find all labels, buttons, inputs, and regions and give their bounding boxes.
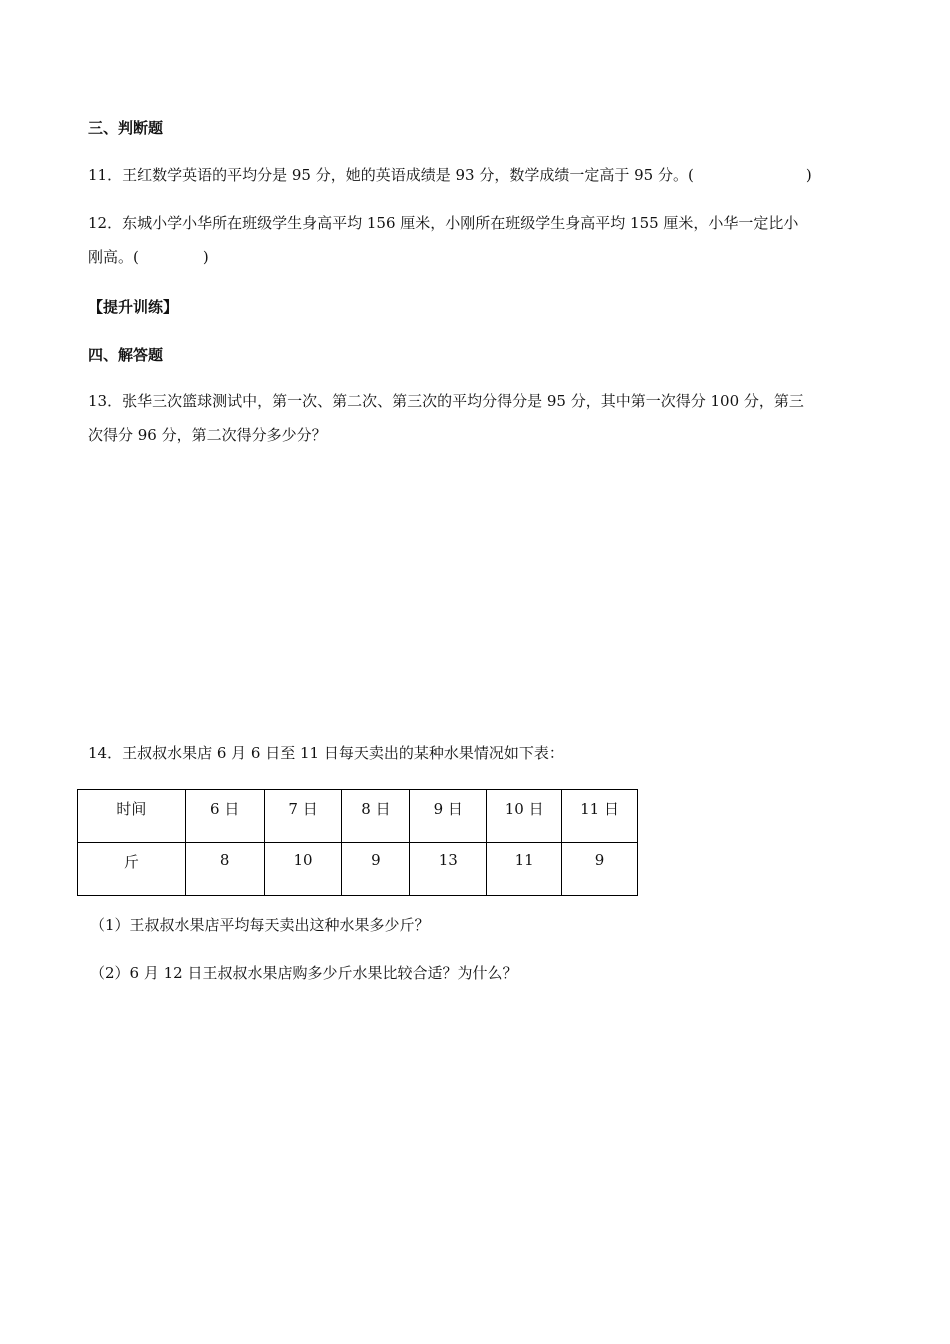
table-cell: 8 xyxy=(185,843,264,896)
table-cell: 11 xyxy=(487,843,562,896)
question-13-line1: 13．张华三次篮球测试中，第一次、第二次、第三次的平均分得分是 95 分，其中第一次得分 100 分，第三 xyxy=(88,392,804,410)
table-cell: 8 日 xyxy=(342,790,410,843)
table-cell: 13 xyxy=(410,843,487,896)
question-13-line2: 次得分 96 分，第二次得分多少分？ xyxy=(88,426,327,444)
table-cell: 11 日 xyxy=(562,790,638,843)
question-11-text: 11．王红数学英语的平均分是 95 分，她的英语成绩是 93 分，数学成绩一定高于 95 分。( xyxy=(88,166,694,184)
section-title-answers: 四、解答题 xyxy=(88,346,164,364)
table-cell: 7 日 xyxy=(264,790,342,843)
question-14-sub2: （2）6 月 12 日王叔叔水果店购多少斤水果比较合适？为什么？ xyxy=(90,964,518,982)
question-14-sub1: （1）王叔叔水果店平均每天卖出这种水果多少斤？ xyxy=(90,916,430,934)
table-cell: 9 xyxy=(562,843,638,896)
question-11 xyxy=(88,158,868,192)
question-13 xyxy=(88,384,868,452)
section-title-judgement: 三、判断题 xyxy=(88,119,164,137)
table-cell: 6 日 xyxy=(185,790,264,843)
table-cell: 10 xyxy=(264,843,342,896)
table-cell: 9 日 xyxy=(410,790,487,843)
question-12-close: ) xyxy=(202,248,209,266)
table-row-values xyxy=(78,843,638,896)
question-11-close: ) xyxy=(805,166,812,184)
table-cell: 9 xyxy=(342,843,410,896)
table-row-header xyxy=(78,790,638,843)
question-12-text: 刚高。( xyxy=(88,248,139,266)
question-14-intro: 14．王叔叔水果店 6 月 6 日至 11 日每天卖出的某种水果情况如下表： xyxy=(88,744,564,762)
table-cell: 时间 xyxy=(78,790,186,843)
question-12 xyxy=(88,206,868,274)
table-cell: 10 日 xyxy=(487,790,562,843)
question-12-line1: 12．东城小学小华所在班级学生身高平均 156 厘米，小刚所在班级学生身高平均 155 厘米，小华一定比小 xyxy=(88,214,799,232)
fruit-sales-table xyxy=(77,789,638,896)
table-cell: 斤 xyxy=(78,843,186,896)
question-12-line2 xyxy=(88,240,868,274)
section-title-advanced: 【提升训练】 xyxy=(88,298,179,316)
